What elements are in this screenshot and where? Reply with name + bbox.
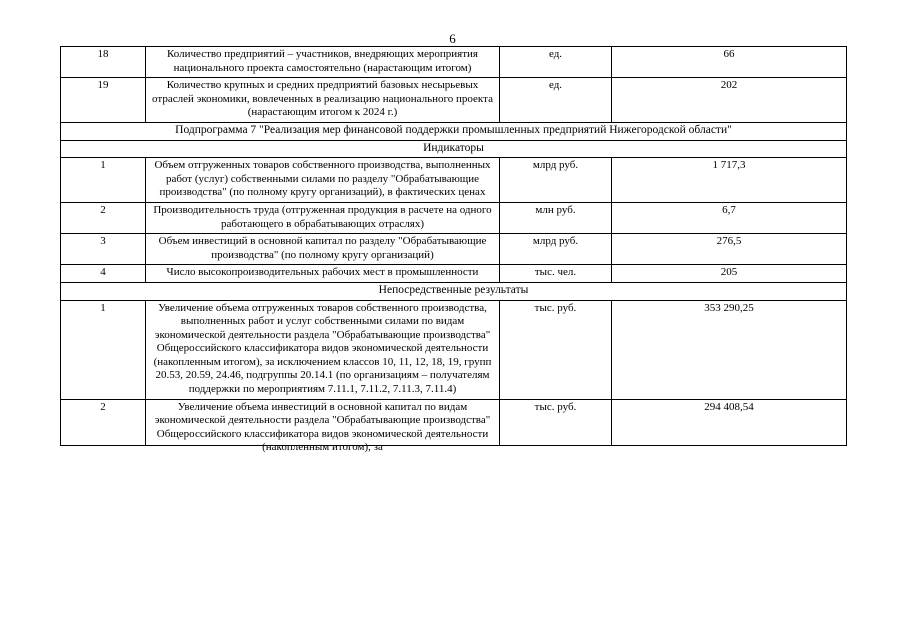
row-value: 1 717,3 [612, 158, 847, 203]
row-value: 202 [612, 78, 847, 123]
row-unit: млн руб. [500, 202, 612, 233]
row-number: 1 [61, 300, 146, 399]
table-row [61, 234, 847, 265]
subprogram-title: Подпрограмма 7 "Реализация мер финансовой поддержки промышленных предприятий Нижегородской области" [61, 122, 847, 140]
row-description: Производительность труда (отгруженная продукция в расчете на одного работающего в обрабатывающих отраслях) [146, 202, 500, 233]
row-value: 205 [612, 265, 847, 283]
row-unit: тыс. руб. [500, 399, 612, 445]
table-row [61, 78, 847, 123]
row-number: 4 [61, 265, 146, 283]
row-value: 66 [612, 47, 847, 78]
row-description: Увеличение объема отгруженных товаров собственного производства, выполненных работ и услуг собственными силами по видам экономической деятельности раздела "Обрабатывающие производства" Общероссийского классификатора видов экономической деятельности (накопленным итогом), за исключением классов 10, 11, 12, 18, 19, групп 20.53, 20.59, 24.46, подгруппы 20.14.1 (по организациям – получателям поддержки по мероприятиям 7.11.1, 7.11.2, 7.11.3, 7.11.4) [146, 300, 500, 399]
row-number: 19 [61, 78, 146, 123]
row-number: 2 [61, 399, 146, 445]
row-value: 6,7 [612, 202, 847, 233]
indicators-table [60, 46, 847, 454]
row-unit: тыс. руб. [500, 300, 612, 399]
table-row [61, 399, 847, 445]
row-description [146, 399, 500, 454]
row-unit: ед. [500, 78, 612, 123]
row-unit: ед. [500, 47, 612, 78]
row-description-text: Увеличение объема инвестиций в основной капитал по видам экономической деятельности раздела "Обрабатывающие производства" Общероссийского классификатора видов экономической деятельности (накопленным итогом), за [154, 400, 491, 454]
row-number: 3 [61, 234, 146, 265]
table-row [61, 300, 847, 399]
row-unit: млрд руб. [500, 234, 612, 265]
results-heading: Непосредственные результаты [61, 282, 847, 300]
row-number: 1 [61, 158, 146, 203]
section-row [61, 282, 847, 300]
table-row [61, 158, 847, 203]
table-row [61, 47, 847, 78]
row-description: Число высокопроизводительных рабочих мест в промышленности [146, 265, 500, 283]
section-row [61, 140, 847, 158]
row-number: 2 [61, 202, 146, 233]
row-description: Количество крупных и средних предприятий базовых несырьевых отраслей экономики, вовлеченных в реализацию национального проекта (нарастающим итогом к 2024 г.) [146, 78, 500, 123]
indicators-heading: Индикаторы [61, 140, 847, 158]
table-row [61, 265, 847, 283]
row-unit: тыс. чел. [500, 265, 612, 283]
row-unit: млрд руб. [500, 158, 612, 203]
table-row [61, 202, 847, 233]
row-value: 276,5 [612, 234, 847, 265]
row-value: 353 290,25 [612, 300, 847, 399]
row-number: 18 [61, 47, 146, 78]
row-description: Объем инвестиций в основной капитал по разделу "Обрабатывающие производства" (по полному кругу организаций) [146, 234, 500, 265]
page-number: 6 [449, 31, 456, 46]
row-description: Количество предприятий – участников, внедряющих мероприятия национального проекта самостоятельно (нарастающим итогом) [146, 47, 500, 78]
row-value: 294 408,54 [612, 399, 847, 445]
subprogram-row [61, 122, 847, 140]
row-description: Объем отгруженных товаров собственного производства, выполненных работ (услуг) собственными силами по разделу "Обрабатывающие производства" (по полному кругу организаций), в фактических ценах [146, 158, 500, 203]
